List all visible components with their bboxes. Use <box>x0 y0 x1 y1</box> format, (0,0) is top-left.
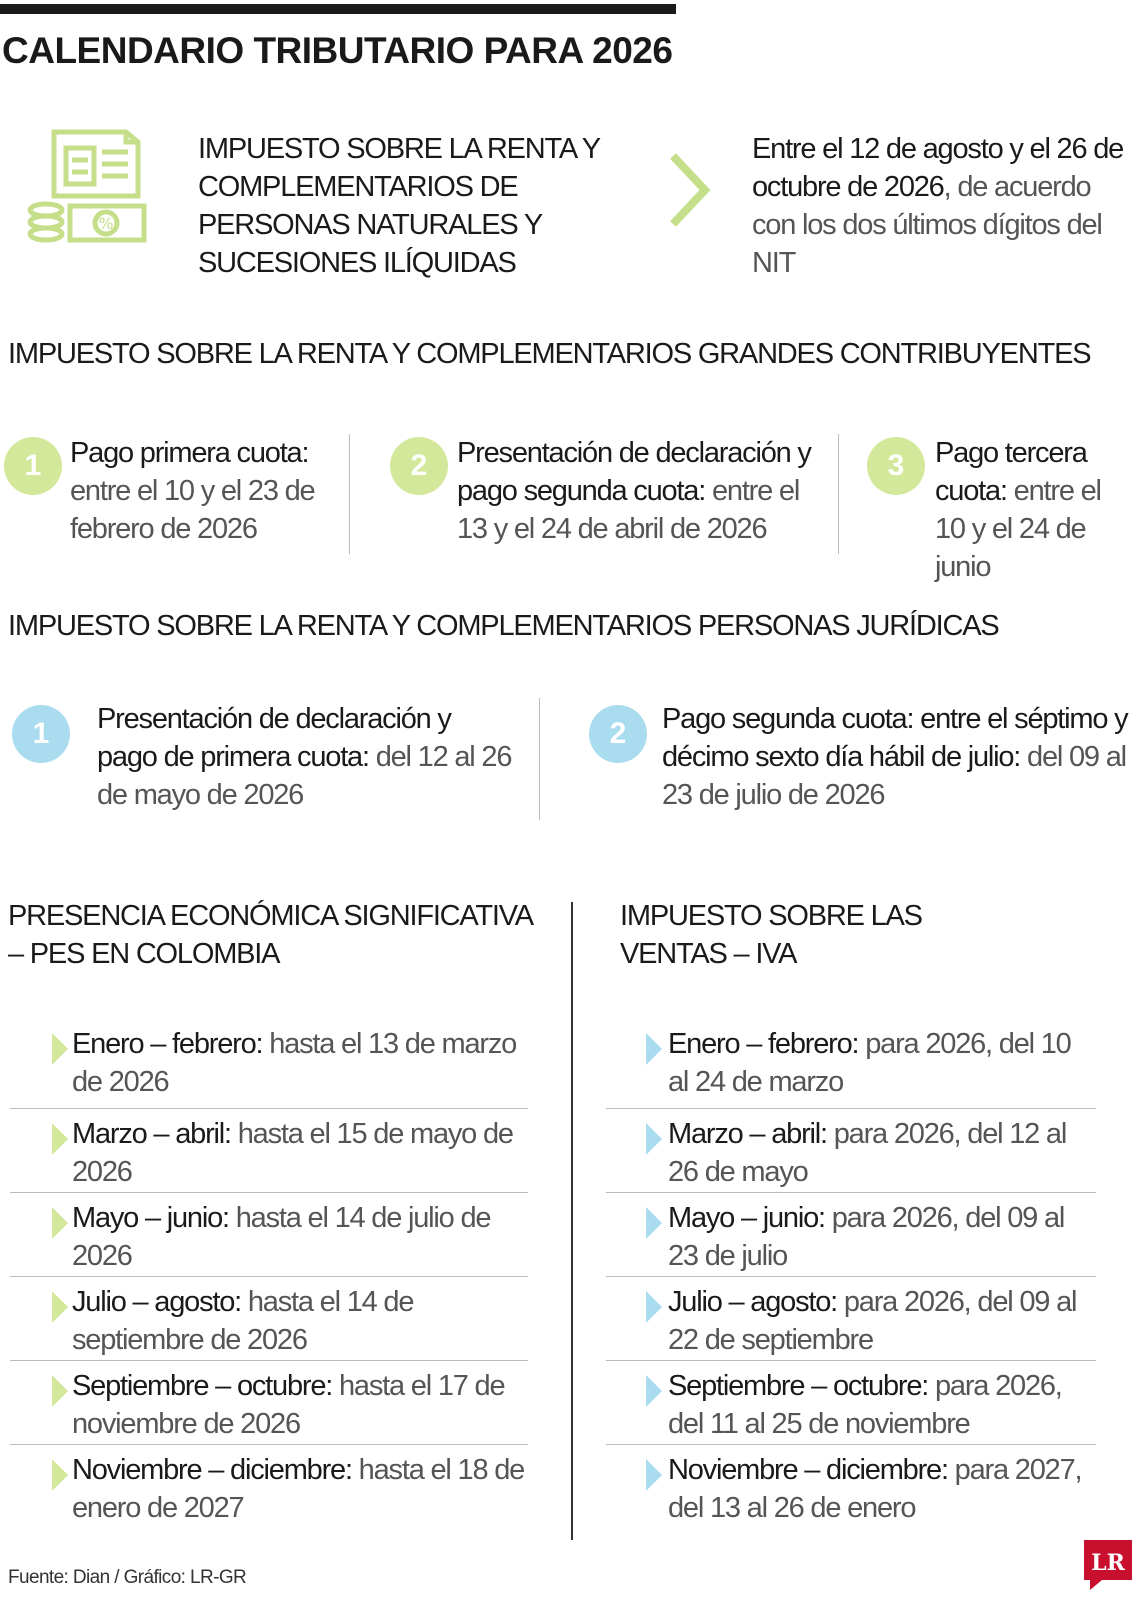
section-title-juridicas: IMPUESTO SOBRE LA RENTA Y COMPLEMENTARIOS PERSONAS JURÍDICAS <box>8 610 999 642</box>
list-item: Julio – agosto: para 2026, del 09 al 22 de septiembre <box>606 1277 1096 1361</box>
triangle-bullet-icon <box>646 1123 662 1155</box>
section-title-pes: PRESENCIA ECONÓMICA SIGNIFICATIVA – PES EN COLOMBIA <box>8 900 533 970</box>
grandes-step-2: Presentación de declaración y pago segunda cuota: entre el 13 y el 24 de abril de 2026 <box>457 437 811 545</box>
triangle-bullet-icon <box>646 1291 662 1323</box>
tax-document-icon <box>26 126 148 248</box>
triangle-bullet-icon <box>52 1459 68 1491</box>
section-title-grandes: IMPUESTO SOBRE LA RENTA Y COMPLEMENTARIOS GRANDES CONTRIBUYENTES <box>8 338 1091 370</box>
triangle-bullet-icon <box>52 1033 68 1065</box>
pes-list <box>10 1025 528 1529</box>
hero-tax-name: IMPUESTO SOBRE LA RENTA Y COMPLEMENTARIOS DE PERSONAS NATURALES Y SUCESIONES ILÍQUIDAS <box>198 133 600 279</box>
divider <box>349 434 350 554</box>
triangle-bullet-icon <box>52 1207 68 1239</box>
triangle-bullet-icon <box>646 1375 662 1407</box>
juridicas-step-2: Pago segunda cuota: entre el séptimo y décimo sexto día hábil de julio: del 09 al 23 de julio de 2026 <box>662 703 1128 811</box>
column-divider <box>571 902 573 1540</box>
svg-text:%: % <box>98 214 114 233</box>
chevron-right-icon <box>665 150 715 230</box>
divider <box>838 434 839 554</box>
step-number-badge: 3 <box>867 437 925 495</box>
triangle-bullet-icon <box>52 1291 68 1323</box>
triangle-bullet-icon <box>646 1207 662 1239</box>
list-item: Noviembre – diciembre: para 2027, del 13 al 26 de enero <box>606 1445 1096 1529</box>
step-number-badge: 1 <box>4 437 62 495</box>
divider <box>539 698 540 820</box>
triangle-bullet-icon <box>646 1033 662 1065</box>
page-title: CALENDARIO TRIBUTARIO PARA 2026 <box>2 30 673 71</box>
grandes-step-3: Pago tercera cuota: entre el 10 y el 24 de junio <box>935 437 1101 583</box>
list-item: Marzo – abril: para 2026, del 12 al 26 de mayo <box>606 1109 1096 1193</box>
source-credit: Fuente: Dian / Gráfico: LR-GR <box>8 1567 247 1588</box>
lr-logo <box>1084 1540 1132 1590</box>
list-item: Julio – agosto: hasta el 14 de septiembre de 2026 <box>10 1277 528 1361</box>
triangle-bullet-icon <box>646 1459 662 1491</box>
juridicas-step-1: Presentación de declaración y pago de primera cuota: del 12 al 26 de mayo de 2026 <box>97 703 512 811</box>
section-title-iva: IMPUESTO SOBRE LAS VENTAS – IVA <box>620 900 922 970</box>
step-number-badge: 2 <box>390 437 448 495</box>
list-item: Enero – febrero: para 2026, del 10 al 24 de marzo <box>606 1025 1096 1109</box>
grandes-step-1: Pago primera cuota: entre el 10 y el 23 de febrero de 2026 <box>70 437 315 545</box>
list-item: Noviembre – diciembre: hasta el 18 de enero de 2027 <box>10 1445 528 1529</box>
iva-list <box>606 1025 1096 1529</box>
list-item: Septiembre – octubre: para 2026, del 11 al 25 de noviembre <box>606 1361 1096 1445</box>
list-item: Septiembre – octubre: hasta el 17 de noviembre de 2026 <box>10 1361 528 1445</box>
top-rule <box>0 4 676 14</box>
list-item: Mayo – junio: hasta el 14 de julio de 2026 <box>10 1193 528 1277</box>
svg-text:LR: LR <box>1091 1550 1125 1576</box>
list-item: Marzo – abril: hasta el 15 de mayo de 2026 <box>10 1109 528 1193</box>
list-item: Enero – febrero: hasta el 13 de marzo de 2026 <box>10 1025 528 1109</box>
step-number-badge: 2 <box>589 705 647 763</box>
triangle-bullet-icon <box>52 1123 68 1155</box>
hero-dates-rest: , de acuerdo con los dos últimos dígitos del NIT <box>752 171 1102 279</box>
step-number-badge: 1 <box>12 705 70 763</box>
hero-dates <box>752 130 1132 282</box>
hero-dates-bold: Entre el 12 de agosto y el 26 de octubre de 2026 <box>752 133 1124 203</box>
list-item: Mayo – junio: para 2026, del 09 al 23 de julio <box>606 1193 1096 1277</box>
triangle-bullet-icon <box>52 1375 68 1407</box>
